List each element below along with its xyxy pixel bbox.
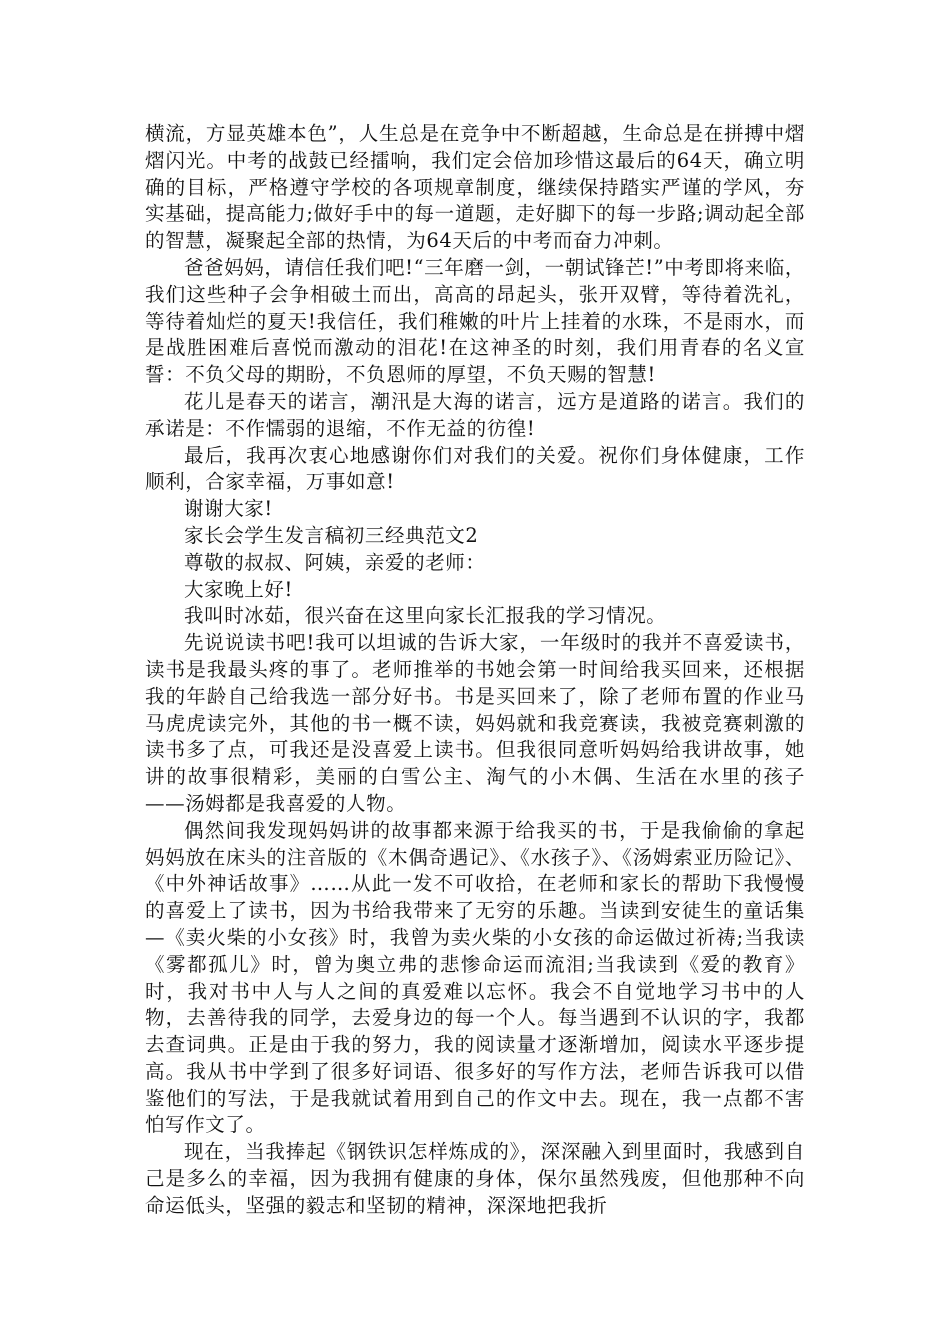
- paragraph-3: 花儿是春天的诺言，潮汛是大海的诺言，远方是道路的诺言。我们的承诺是：不作懦弱的退缩，不作无益的彷徨!: [145, 389, 805, 440]
- paragraph-reading-1: 先说说读书吧!我可以坦诚的告诉大家，一年级时的我并不喜爱读书，读书是我最头疼的事了。老师推举的书她会第一时间给我买回来，还根据我的年龄自己给我选一部分好书。书是买回来了，除了老师布置的作业马马虎虎读完外，其他的书一概不读，妈妈就和我竞赛读，我被竞赛刺激的读书多了点，可我还是没喜爱上读书。但我很同意听妈妈给我讲故事，她讲的故事很精彩，美丽的白雪公主、淘气的小木偶、生活在水里的孩子——汤姆都是我喜爱的人物。: [145, 631, 805, 815]
- paragraph-thanks: 谢谢大家!: [184, 497, 273, 521]
- paragraph-2: 爸爸妈妈，请信任我们吧!“三年磨一剑，一朝试锋芒!”中考即将来临，我们这些种子会争相破土而出，高高的昂起头，张开双臂，等待着洗礼，等待着灿烂的夏天!我信任，我们稚嫩的叶片上挂着的水珠，不是雨水，而是战胜困难后喜悦而激动的泪花!在这神圣的时刻，我们用青春的名义宣誓：不负父母的期盼，不负恩师的厚望，不负天赐的智慧!: [145, 255, 805, 387]
- paragraph-4: 最后，我再次衷心地感谢你们对我们的关爱。祝你们身体健康，工作顺利，合家幸福，万事如意!: [145, 443, 805, 494]
- paragraph-reading-3: 现在，当我捧起《钢铁识怎样炼成的》，深深融入到里面时，我感到自己是多么的幸福，因为我拥有健康的身体，保尔虽然残废，但他那种不向命运低头，坚强的毅志和坚韧的精神，深深地把我折: [145, 1140, 805, 1217]
- salutation: 尊敬的叔叔、阿姨，亲爱的老师：: [184, 550, 486, 574]
- document-body: [145, 121, 805, 1220]
- greeting: 大家晚上好!: [184, 577, 293, 601]
- paragraph-reading-2: 偶然间我发现妈妈讲的故事都来源于给我买的书，于是我偷偷的拿起妈妈放在床头的注音版的《木偶奇遇记》、《水孩子》、《汤姆索亚历险记》、《中外神话故事》……从此一发不可收拾，在老师和家长的帮助下我慢慢的喜爱上了读书，因为书给我带来了无穷的乐趣。当读到安徒生的童话集—《卖火柴的小女孩》时，我曾为卖火柴的小女孩的命运做过祈祷;当我读《雾都孤儿》时，曾为奥立弗的悲惨命运而流泪;当我读到《爱的教育》时，我对书中人与人之间的真爱难以忘怀。我会不自觉地学习书中的人物，去善待我的同学，去爱身边的每一个人。每当遇到不认识的字，我都去查词典。正是由于我的努力，我的阅读量才逐渐增加，阅读水平逐步提高。我从书中学到了很多好词语、很多好的写作方法，老师告诉我可以借鉴他们的写法，于是我就试着用到自己的作文中去。现在，我一点都不害怕写作文了。: [145, 818, 805, 1137]
- section-title: 家长会学生发言稿初三经典范文2: [184, 523, 479, 547]
- paragraph-1: 横流，方显英雄本色”，人生总是在竞争中不断超越，生命总是在拼搏中熠熠闪光。中考的战鼓已经擂响，我们定会倍加珍惜这最后的64天，确立明确的目标，严格遵守学校的各项规章制度，继续保持踏实严谨的学风，夯实基础，提高能力;做好手中的每一道题，走好脚下的每一步路;调动起全部的智慧，凝聚起全部的热情，为64天后的中考而奋力冲刺。: [145, 122, 805, 253]
- paragraph-intro: 我叫时冰茹，很兴奋在这里向家长汇报我的学习情况。: [184, 604, 667, 628]
